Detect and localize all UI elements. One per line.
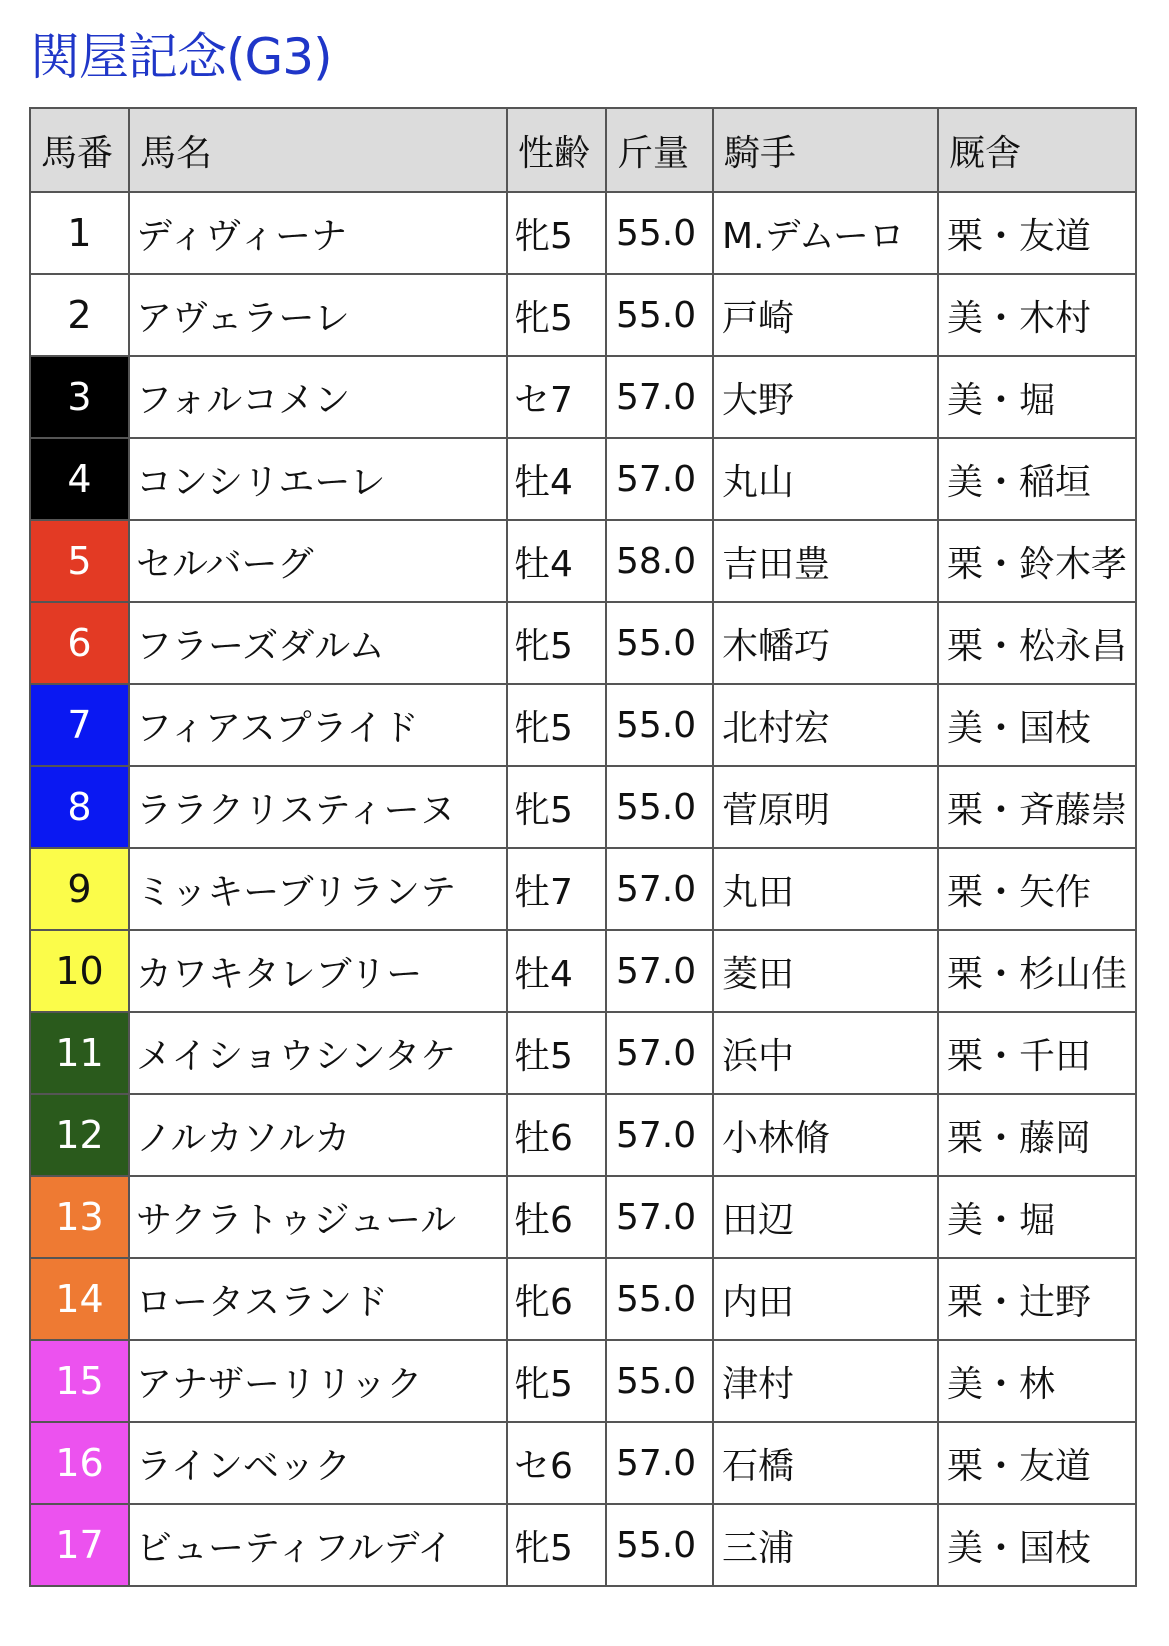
sex-age: 牝5 — [507, 684, 606, 766]
sex-age: 牡6 — [507, 1094, 606, 1176]
table-row — [30, 602, 1136, 684]
horse-number-white: 2 — [30, 274, 129, 356]
horse-name: フィアスプライド — [129, 684, 507, 766]
table-row — [30, 1012, 1136, 1094]
trainer-stable: 栗・友道 — [938, 1422, 1136, 1504]
trainer-stable: 美・堀 — [938, 356, 1136, 438]
horse-name: ミッキーブリランテ — [129, 848, 507, 930]
entry-table — [29, 107, 1137, 1587]
carried-weight: 57.0 — [606, 930, 713, 1012]
horse-name: ララクリスティーヌ — [129, 766, 507, 848]
horse-name: アヴェラーレ — [129, 274, 507, 356]
trainer-stable: 美・稲垣 — [938, 438, 1136, 520]
horse-name: アナザーリリック — [129, 1340, 507, 1422]
header-stable: 厩舎 — [938, 108, 1136, 192]
entry-body — [30, 192, 1136, 1586]
horse-name: ロータスランド — [129, 1258, 507, 1340]
carried-weight: 58.0 — [606, 520, 713, 602]
jockey-name: 木幡巧 — [713, 602, 938, 684]
sex-age: セ7 — [507, 356, 606, 438]
sex-age: 牝6 — [507, 1258, 606, 1340]
trainer-stable: 美・堀 — [938, 1176, 1136, 1258]
horse-name: セルバーグ — [129, 520, 507, 602]
sex-age: 牡4 — [507, 438, 606, 520]
table-row — [30, 520, 1136, 602]
carried-weight: 57.0 — [606, 1094, 713, 1176]
horse-number-black: 3 — [30, 356, 129, 438]
trainer-stable: 美・国枝 — [938, 684, 1136, 766]
header-row — [30, 108, 1136, 192]
horse-number-white: 1 — [30, 192, 129, 274]
trainer-stable: 栗・鈴木孝 — [938, 520, 1136, 602]
jockey-name: 北村宏 — [713, 684, 938, 766]
horse-name: コンシリエーレ — [129, 438, 507, 520]
horse-number-pink: 17 — [30, 1504, 129, 1586]
page-title: 関屋記念(G3) — [30, 28, 332, 86]
horse-number-black: 4 — [30, 438, 129, 520]
trainer-stable: 美・木村 — [938, 274, 1136, 356]
sex-age: 牡6 — [507, 1176, 606, 1258]
trainer-stable: 栗・杉山佳 — [938, 930, 1136, 1012]
table-row — [30, 1340, 1136, 1422]
sex-age: 牝5 — [507, 602, 606, 684]
horse-number-blue: 7 — [30, 684, 129, 766]
jockey-name: 小林脩 — [713, 1094, 938, 1176]
sex-age: 牡5 — [507, 1012, 606, 1094]
jockey-name: 菅原明 — [713, 766, 938, 848]
trainer-stable: 栗・松永昌 — [938, 602, 1136, 684]
sex-age: 牝5 — [507, 766, 606, 848]
carried-weight: 55.0 — [606, 274, 713, 356]
carried-weight: 57.0 — [606, 1176, 713, 1258]
carried-weight: 55.0 — [606, 766, 713, 848]
carried-weight: 55.0 — [606, 1504, 713, 1586]
horse-number-pink: 16 — [30, 1422, 129, 1504]
table-row — [30, 438, 1136, 520]
table-row — [30, 1258, 1136, 1340]
horse-number-green: 12 — [30, 1094, 129, 1176]
jockey-name: M.デムーロ — [713, 192, 938, 274]
sex-age: 牡7 — [507, 848, 606, 930]
jockey-name: 吉田豊 — [713, 520, 938, 602]
horse-name: ディヴィーナ — [129, 192, 507, 274]
carried-weight: 55.0 — [606, 1258, 713, 1340]
jockey-name: 津村 — [713, 1340, 938, 1422]
sex-age: セ6 — [507, 1422, 606, 1504]
carried-weight: 55.0 — [606, 602, 713, 684]
trainer-stable: 美・国枝 — [938, 1504, 1136, 1586]
trainer-stable: 栗・千田 — [938, 1012, 1136, 1094]
horse-name: カワキタレブリー — [129, 930, 507, 1012]
jockey-name: 三浦 — [713, 1504, 938, 1586]
horse-name: ラインベック — [129, 1422, 507, 1504]
sex-age: 牡4 — [507, 520, 606, 602]
jockey-name: 石橋 — [713, 1422, 938, 1504]
horse-number-blue: 8 — [30, 766, 129, 848]
trainer-stable: 栗・辻野 — [938, 1258, 1136, 1340]
table-row — [30, 684, 1136, 766]
horse-number-pink: 15 — [30, 1340, 129, 1422]
table-row — [30, 930, 1136, 1012]
jockey-name: 大野 — [713, 356, 938, 438]
table-row — [30, 1504, 1136, 1586]
horse-number-green: 11 — [30, 1012, 129, 1094]
horse-number-yellow: 10 — [30, 930, 129, 1012]
trainer-stable: 栗・藤岡 — [938, 1094, 1136, 1176]
table-row — [30, 192, 1136, 274]
carried-weight: 57.0 — [606, 438, 713, 520]
trainer-stable: 美・林 — [938, 1340, 1136, 1422]
horse-number-red: 5 — [30, 520, 129, 602]
carried-weight: 57.0 — [606, 848, 713, 930]
horse-name: サクラトゥジュール — [129, 1176, 507, 1258]
table-row — [30, 1094, 1136, 1176]
table-row — [30, 274, 1136, 356]
horse-number-orange: 14 — [30, 1258, 129, 1340]
carried-weight: 55.0 — [606, 1340, 713, 1422]
sex-age: 牝5 — [507, 274, 606, 356]
trainer-stable: 栗・矢作 — [938, 848, 1136, 930]
horse-name: メイショウシンタケ — [129, 1012, 507, 1094]
jockey-name: 浜中 — [713, 1012, 938, 1094]
sex-age: 牡4 — [507, 930, 606, 1012]
table-row — [30, 1422, 1136, 1504]
jockey-name: 戸崎 — [713, 274, 938, 356]
horse-name: ビューティフルデイ — [129, 1504, 507, 1586]
header-name: 馬名 — [129, 108, 507, 192]
horse-name: フラーズダルム — [129, 602, 507, 684]
jockey-name: 田辺 — [713, 1176, 938, 1258]
header-num: 馬番 — [30, 108, 129, 192]
table-row — [30, 848, 1136, 930]
trainer-stable: 栗・友道 — [938, 192, 1136, 274]
jockey-name: 菱田 — [713, 930, 938, 1012]
horse-number-orange: 13 — [30, 1176, 129, 1258]
carried-weight: 57.0 — [606, 1012, 713, 1094]
horse-number-red: 6 — [30, 602, 129, 684]
horse-number-yellow: 9 — [30, 848, 129, 930]
header-jockey: 騎手 — [713, 108, 938, 192]
table-row — [30, 766, 1136, 848]
table-row — [30, 356, 1136, 438]
sex-age: 牝5 — [507, 1504, 606, 1586]
carried-weight: 57.0 — [606, 356, 713, 438]
jockey-name: 丸山 — [713, 438, 938, 520]
jockey-name: 内田 — [713, 1258, 938, 1340]
sex-age: 牝5 — [507, 192, 606, 274]
jockey-name: 丸田 — [713, 848, 938, 930]
carried-weight: 57.0 — [606, 1422, 713, 1504]
carried-weight: 55.0 — [606, 192, 713, 274]
carried-weight: 55.0 — [606, 684, 713, 766]
horse-name: ノルカソルカ — [129, 1094, 507, 1176]
header-age: 性齢 — [507, 108, 606, 192]
horse-name: フォルコメン — [129, 356, 507, 438]
header-weight: 斤量 — [606, 108, 713, 192]
sex-age: 牝5 — [507, 1340, 606, 1422]
table-row — [30, 1176, 1136, 1258]
trainer-stable: 栗・斉藤崇 — [938, 766, 1136, 848]
